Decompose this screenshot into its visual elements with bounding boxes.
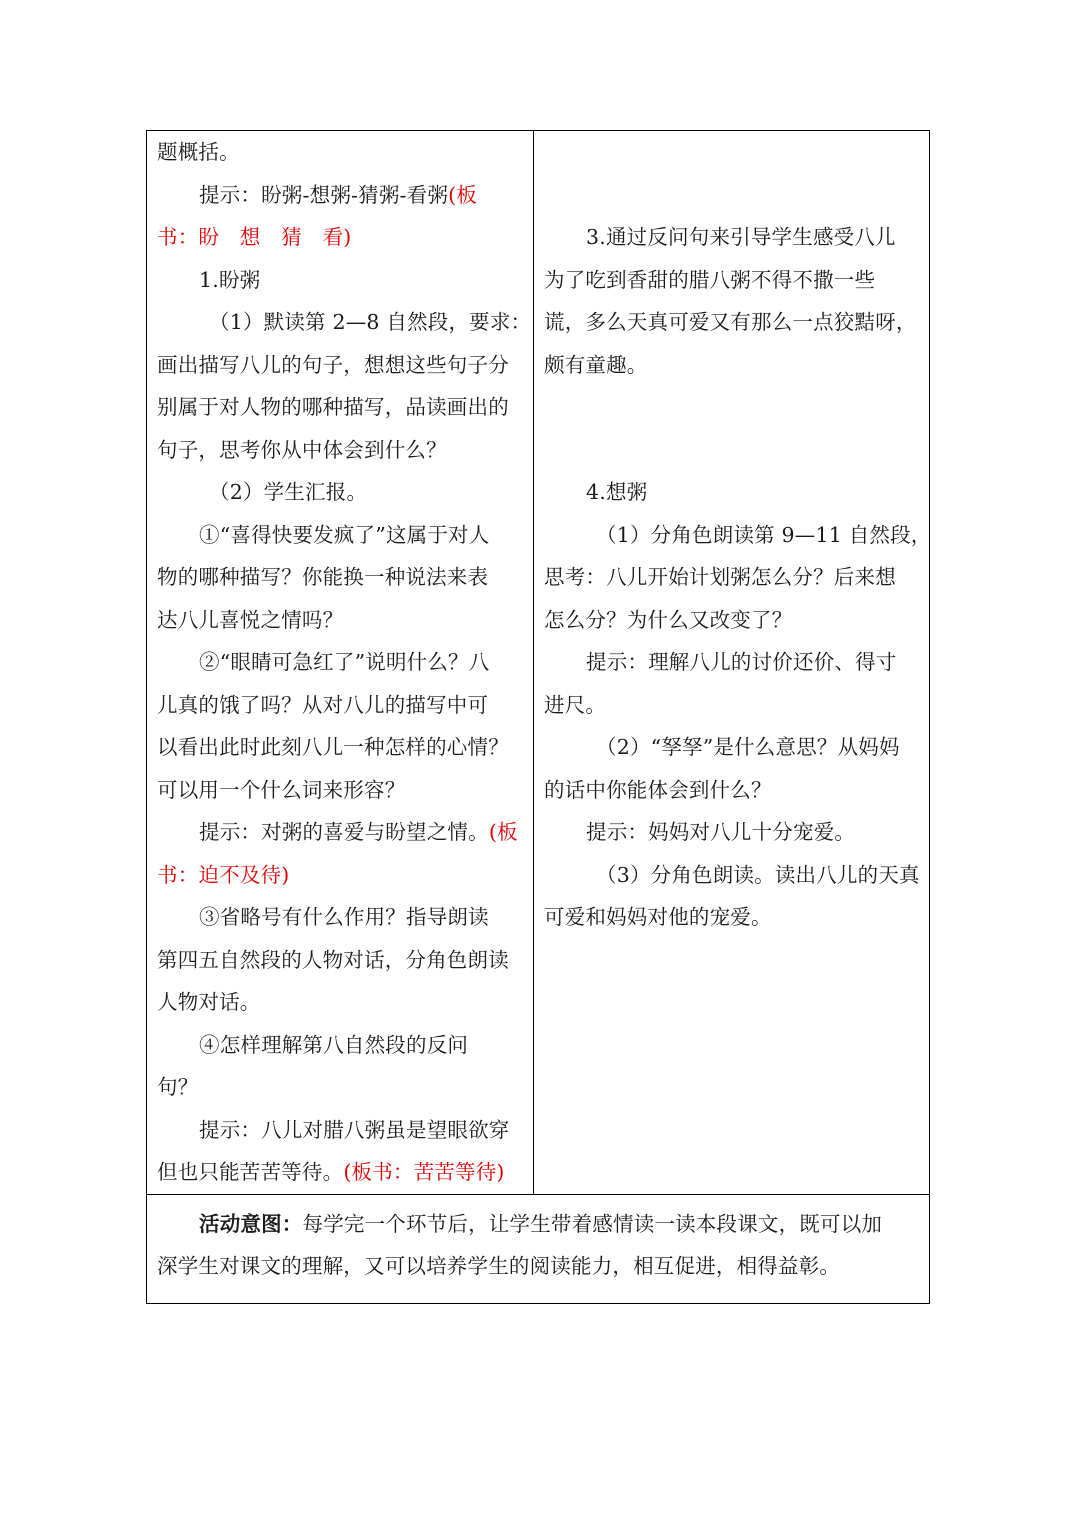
text-line: 人物对话。 [157, 990, 261, 1014]
text-line: 提示：理解八儿的讨价还价、得寸 [586, 650, 897, 674]
section-heading: 1.盼粥 [199, 267, 261, 292]
hint-text: 但也只能苦苦等待。 [157, 1160, 344, 1184]
hint-line [157, 174, 525, 217]
text-line: 可爱和妈妈对他的宠爱。 [544, 905, 772, 929]
text-line: （2）“孥孥”是什么意思？从妈妈 [596, 735, 900, 759]
text-line: ②“眼睛可急红了”说明什么？八 [199, 650, 490, 674]
text-line: 物的哪种描写？你能换一种说法来表 [157, 565, 489, 589]
text-line: 怎么分？为什么又改变了？ [544, 607, 793, 632]
text-line: 题概括。 [157, 140, 240, 164]
text-line: （1）默读第 2—8 自然段，要求： [209, 310, 532, 334]
text-line: 句子，思考你从中体会到什么？ [157, 437, 447, 462]
lesson-table [146, 130, 930, 1304]
intent-line: 深学生对课文的理解，又可以培养学生的阅读能力，相互促进，相得益彰。 [157, 1254, 841, 1278]
text-line: 画出描写八儿的句子，想想这些句子分 [157, 352, 509, 377]
hint-line [157, 1151, 525, 1194]
board-note: 书：迫不及待) [157, 862, 290, 887]
text-line: 为了吃到香甜的腊八粥不得不撒一些 [544, 267, 876, 292]
text-line: ③省略号有什么作用？指导朗读 [199, 905, 489, 929]
text-line: ④怎样理解第八自然段的反问 [199, 1032, 469, 1057]
text-line: （3）分角色朗读。读出八儿的天真 [596, 862, 920, 887]
board-note: (板书：苦苦等待) [343, 1160, 505, 1184]
text-line: 进尺。 [544, 692, 607, 717]
text-line: 别属于对人物的哪种描写，品读画出的 [157, 395, 509, 419]
design-intent-column [534, 131, 940, 1194]
intent-text: 每学完一个环节后，让学生带着感情读一读本段课文，既可以加 [302, 1212, 883, 1236]
text-line: 句？ [157, 1075, 199, 1099]
text-line: 提示：妈妈对八儿十分宠爱。 [586, 820, 856, 844]
text-line: 思考：八儿开始计划粥怎么分？后来想 [544, 565, 896, 589]
text-line: 3.通过反问句来引导学生感受八儿 [586, 225, 896, 249]
text-line: 谎，多么天真可爱又有那么一点狡黠呀， [544, 310, 917, 334]
hint-text: 提示：盼粥-想粥-猜粥-看粥 [199, 182, 449, 207]
hint-text: 提示：对粥的喜爱与盼望之情。 [199, 820, 489, 844]
intent-label: 活动意图： [199, 1212, 303, 1236]
text-line: 以看出此时此刻八儿一种怎样的心情？ [157, 735, 509, 759]
teacher-activity-column [147, 131, 534, 1194]
board-note: 书：盼 想 猜 看) [157, 225, 352, 249]
text-line: 颇有童趣。 [544, 352, 648, 377]
text-line: ①“喜得快要发疯了”这属于对人 [199, 522, 490, 547]
section-heading: 4.想粥 [586, 480, 648, 504]
intent-line [157, 1203, 921, 1245]
text-line: （2）学生汇报。 [209, 480, 368, 504]
board-note: (板 [448, 182, 477, 207]
text-line: （1）分角色朗读第 9—11 自然段， [596, 522, 932, 547]
lesson-content-row [147, 131, 932, 1195]
text-line: 第四五自然段的人物对话，分角色朗读 [157, 947, 509, 972]
text-line: 达八儿喜悦之情吗？ [157, 607, 344, 632]
text-line: 提示：八儿对腊八粥虽是望眼欲穿 [199, 1117, 510, 1142]
text-line: 的话中你能体会到什么？ [544, 777, 772, 802]
hint-line [157, 811, 525, 854]
text-line: 可以用一个什么词来形容？ [157, 777, 406, 802]
board-note: (板 [488, 820, 518, 844]
text-line: 儿真的饿了吗？从对八儿的描写中可 [157, 692, 489, 717]
activity-intent-row [147, 1195, 929, 1303]
